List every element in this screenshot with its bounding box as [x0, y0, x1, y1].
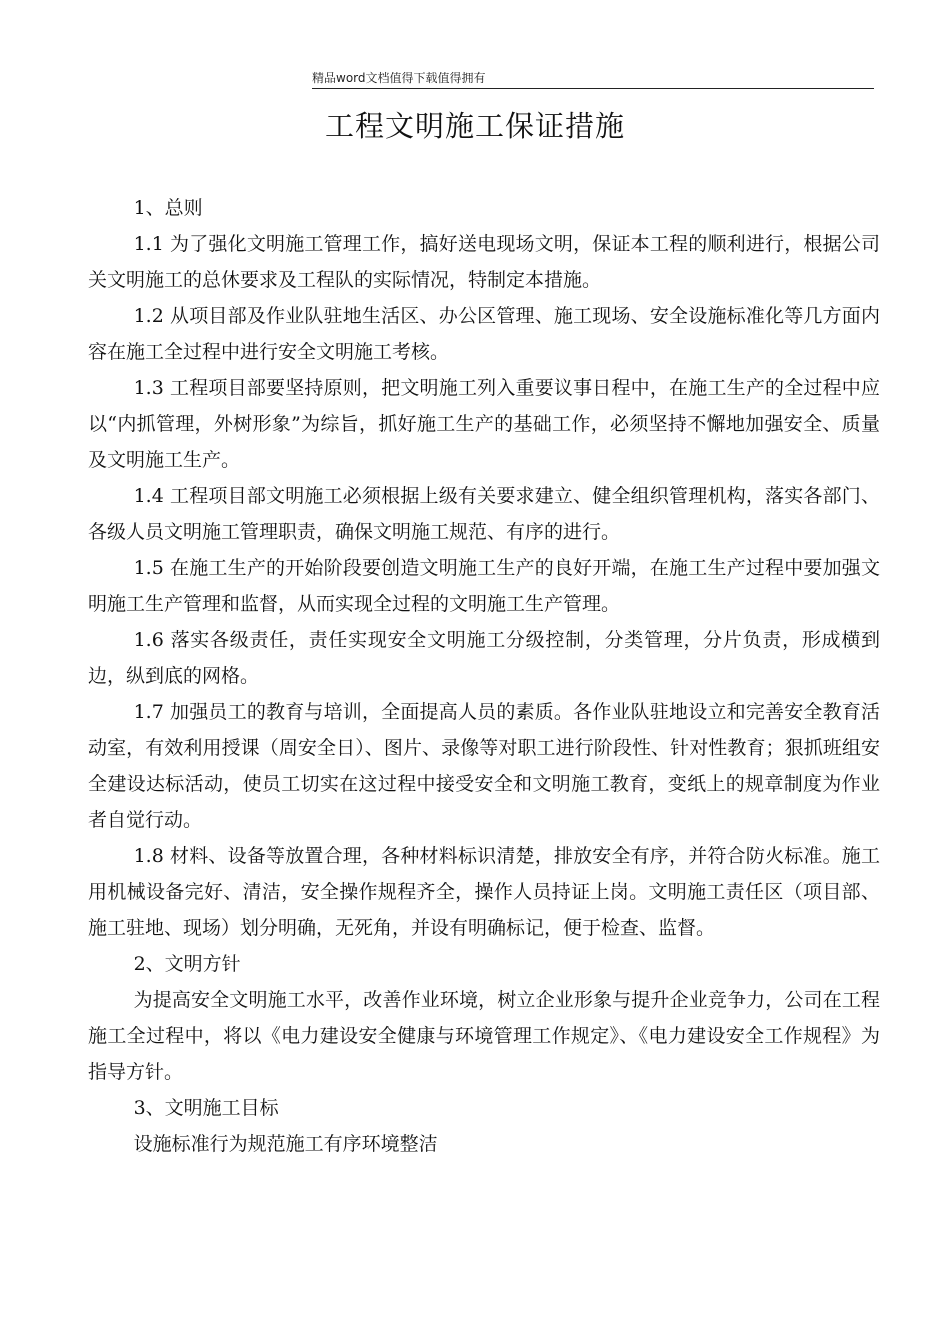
paragraph-1-1: 1.1 为了强化文明施工管理工作，搞好送电现场文明，保证本工程的顺利进行，根据公司关文明施工的总休要求及工程队的实际情况，特制定本措施。: [88, 233, 880, 291]
section-heading-policy: 2、文明方针: [133, 953, 241, 975]
paragraph-goals: 设施标准行为规范施工有序环境整洁: [133, 1133, 438, 1155]
section-heading-general: 1、总则: [133, 197, 203, 219]
paragraph-1-2: 1.2 从项目部及作业队驻地生活区、办公区管理、施工现场、安全设施标准化等几方面内容在施工全过程中进行安全文明施工考核。: [88, 305, 880, 363]
paragraph-1-6: 1.6 落实各级责任，责任实现安全文明施工分级控制，分类管理，分片负责，形成横到边，纵到底的网格。: [88, 629, 880, 687]
page-header-text: 精品word文档值得下载值得拥有: [312, 71, 486, 85]
document-title: 工程文明施工保证措施: [324, 109, 625, 143]
paragraph-1-3: 1.3 工程项目部要坚持原则，把文明施工列入重要议事日程中，在施工生产的全过程中应以“内抓管理，外树形象”为综旨，抓好施工生产的基础工作，必须坚持不懈地加强安全、质量及文明施工生产。: [88, 377, 880, 471]
paragraph-policy: 为提高安全文明施工水平，改善作业环境，树立企业形象与提升企业竞争力，公司在工程施工全过程中，将以《电力建设安全健康与环境管理工作规定》、《电力建设安全工作规程》为指导方针。: [88, 989, 880, 1083]
section-heading-goals: 3、文明施工目标: [133, 1097, 279, 1119]
paragraph-1-5: 1.5 在施工生产的开始阶段要创造文明施工生产的良好开端，在施工生产过程中要加强文明施工生产管理和监督，从而实现全过程的文明施工生产管理。: [88, 557, 880, 615]
paragraph-1-7: 1.7 加强员工的教育与培训，全面提高人员的素质。各作业队驻地设立和完善安全教育活动室，有效利用授课（周安全日）、图片、录像等对职工进行阶段性、针对性教育；狠抓班组安全建设达标活动，使员工切实在这过程中接受安全和文明施工教育，变纸上的规章制度为作业者自觉行动。: [88, 701, 880, 831]
paragraph-1-4: 1.4 工程项目部文明施工必须根据上级有关要求建立、健全组织管理机构，落实各部门、各级人员文明施工管理职责，确保文明施工规范、有序的进行。: [88, 485, 880, 543]
document-body: [88, 190, 880, 1162]
paragraph-1-8: 1.8 材料、设备等放置合理，各种材料标识清楚，排放安全有序，并符合防火标准。施工用机械设备完好、清洁，安全操作规程齐全，操作人员持证上岗。文明施工责任区（项目部、施工驻地、现场）划分明确，无死角，并设有明确标记，便于检查、监督。: [88, 845, 880, 939]
page-header: [312, 70, 874, 89]
